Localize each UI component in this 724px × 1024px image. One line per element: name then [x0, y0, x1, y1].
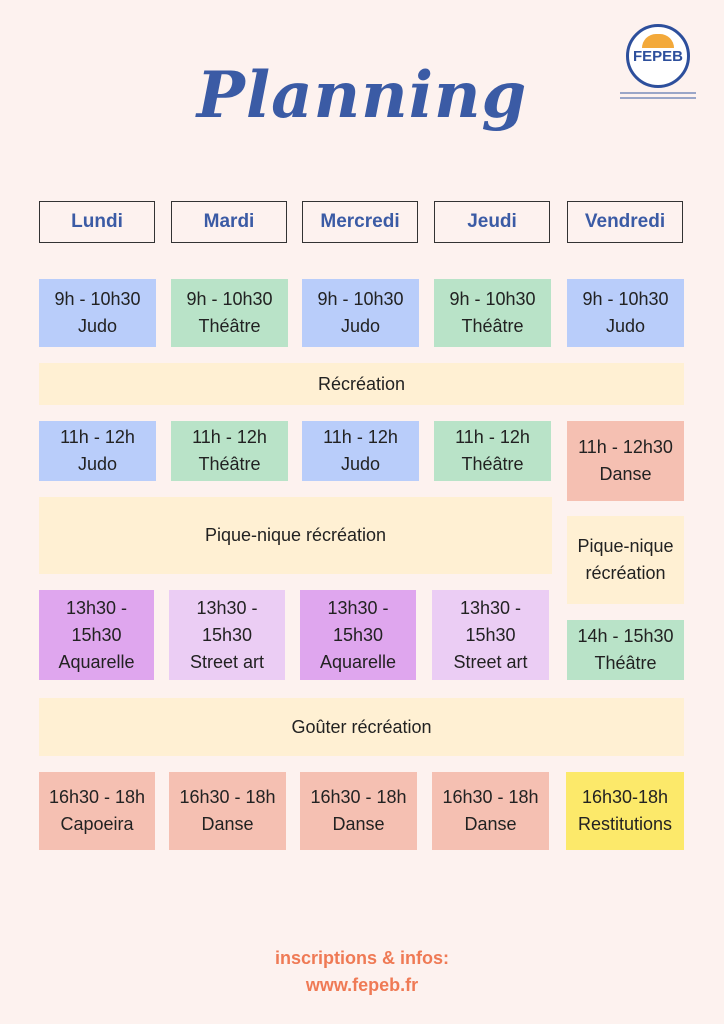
- slot-time: 16h30 - 18h: [179, 787, 276, 807]
- slot-mardi-afternoon: [169, 590, 285, 680]
- slot-time: 13h30 -: [65, 597, 128, 618]
- slot-lundi-late-morning: [39, 421, 156, 481]
- break-label: Pique-nique récréation: [204, 525, 387, 545]
- break-label-line: Pique-nique: [577, 536, 674, 556]
- slot-activity: Théâtre: [461, 316, 524, 336]
- slot-lundi-morning: [39, 279, 156, 347]
- slot-lundi-afternoon: [39, 590, 154, 680]
- slot-vendredi-afternoon: [567, 620, 684, 680]
- slot-activity: Judo: [340, 316, 381, 336]
- slot-activity: Danse: [332, 814, 385, 834]
- break-label-line: récréation: [585, 563, 666, 583]
- slot-mercredi-late-morning: [302, 421, 419, 481]
- slot-vendredi-late-morning: [567, 421, 684, 501]
- day-header-mardi: Mardi: [171, 201, 287, 243]
- break-lunch-vendredi: [567, 516, 684, 604]
- slot-activity: Judo: [605, 316, 646, 336]
- slot-mardi-evening: [169, 772, 286, 850]
- slot-time: 15h30: [465, 624, 516, 645]
- fepeb-logo: [620, 24, 696, 104]
- slot-jeudi-morning: [434, 279, 551, 347]
- slot-time: 16h30 - 18h: [48, 787, 146, 807]
- slot-vendredi-evening: [566, 772, 684, 850]
- slot-time: 9h - 10h30: [582, 289, 669, 309]
- slot-activity: Judo: [77, 316, 118, 336]
- break-recreation: [39, 363, 684, 405]
- slot-mercredi-morning: [302, 279, 419, 347]
- slot-mardi-morning: [171, 279, 288, 347]
- break-label: Récréation: [317, 373, 406, 394]
- slot-jeudi-afternoon: [432, 590, 549, 680]
- slot-time: 15h30: [332, 624, 384, 645]
- slot-lundi-evening: [39, 772, 155, 850]
- slot-activity: Théâtre: [461, 454, 524, 474]
- logo-text: FEPEB: [632, 48, 683, 65]
- slot-activity: Théâtre: [198, 316, 261, 336]
- slot-activity: Théâtre: [198, 454, 261, 474]
- slot-mercredi-afternoon: [300, 590, 416, 680]
- slot-time: 16h30-18h: [581, 787, 669, 807]
- slot-time: 9h - 10h30: [449, 289, 536, 309]
- slot-vendredi-morning: [567, 279, 684, 347]
- slot-time: 14h - 15h30: [577, 626, 674, 646]
- slot-mercredi-evening: [300, 772, 417, 850]
- slot-jeudi-late-morning: [434, 421, 551, 481]
- footer-info-label: inscriptions & infos:: [274, 948, 449, 968]
- slot-activity: Restitutions: [577, 814, 673, 834]
- slot-time: 11h - 12h: [323, 427, 398, 447]
- slot-time: 9h - 10h30: [317, 289, 404, 309]
- slot-activity: Judo: [340, 454, 381, 474]
- slot-time: 13h30 -: [459, 597, 522, 618]
- slot-time: 15h30: [71, 624, 122, 645]
- break-snack: [39, 698, 684, 756]
- slot-time: 9h - 10h30: [54, 289, 141, 309]
- logo-caption-line: [620, 97, 696, 99]
- footer-website-link[interactable]: www.fepeb.fr: [305, 975, 419, 995]
- slot-time: 13h30 -: [327, 597, 389, 618]
- slot-activity: Capoeira: [60, 814, 134, 834]
- slot-activity: Danse: [599, 464, 652, 484]
- slot-time: 11h - 12h: [455, 427, 530, 447]
- slot-mardi-late-morning: [171, 421, 288, 481]
- slot-activity: Judo: [77, 454, 118, 474]
- day-header-mercredi: Mercredi: [302, 201, 418, 243]
- slot-time: 16h30 - 18h: [442, 787, 539, 807]
- day-header-vendredi: Vendredi: [567, 201, 683, 243]
- page-title: Planning: [196, 58, 528, 133]
- day-header-lundi: Lundi: [39, 201, 155, 243]
- slot-time: 15h30: [201, 624, 253, 645]
- slot-jeudi-evening: [432, 772, 549, 850]
- slot-activity: Aquarelle: [319, 651, 397, 672]
- slot-activity: Aquarelle: [58, 651, 135, 672]
- slot-time: 11h - 12h30: [578, 437, 673, 457]
- slot-time: 9h - 10h30: [186, 289, 273, 309]
- slot-activity: Street art: [189, 651, 265, 672]
- break-lunch: [39, 497, 552, 574]
- break-label: Goûter récréation: [291, 716, 432, 737]
- slot-activity: Théâtre: [594, 653, 657, 673]
- slot-time: 11h - 12h: [192, 427, 267, 447]
- slot-time: 11h - 12h: [60, 427, 135, 447]
- slot-activity: Danse: [464, 814, 517, 834]
- slot-time: 16h30 - 18h: [310, 787, 407, 807]
- logo-caption-line: [620, 92, 696, 94]
- slot-time: 13h30 -: [196, 597, 258, 618]
- day-header-jeudi: Jeudi: [434, 201, 550, 243]
- slot-activity: Danse: [201, 814, 254, 834]
- slot-activity: Street art: [453, 651, 528, 672]
